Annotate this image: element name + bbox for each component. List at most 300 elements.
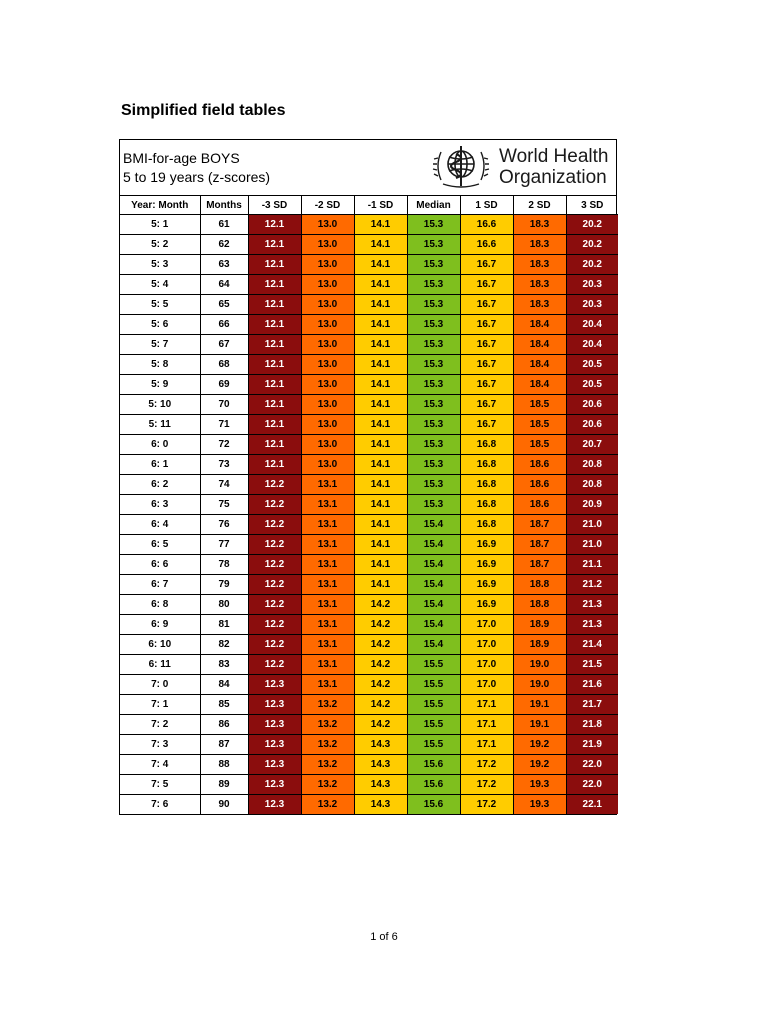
minus-2-sd-cell: 13.0 — [301, 355, 354, 375]
minus-2-sd-cell: 13.1 — [301, 495, 354, 515]
minus-1-sd-cell: 14.3 — [354, 735, 407, 755]
table-body — [120, 215, 618, 815]
minus-3-sd-cell: 12.3 — [248, 775, 301, 795]
minus-3-sd-cell: 12.3 — [248, 715, 301, 735]
who-logo-text-line2: Organization — [499, 167, 607, 188]
median-cell: 15.5 — [407, 735, 460, 755]
plus-3-sd-cell: 20.8 — [566, 475, 618, 495]
year-month-cell: 7: 6 — [120, 795, 200, 815]
plus-2-sd-cell: 19.2 — [513, 755, 566, 775]
minus-1-sd-cell: 14.3 — [354, 795, 407, 815]
plus-3-sd-cell: 20.6 — [566, 395, 618, 415]
who-logo-text — [499, 146, 608, 188]
year-month-cell: 7: 5 — [120, 775, 200, 795]
year-month-cell: 6: 6 — [120, 555, 200, 575]
year-month-cell: 6: 10 — [120, 635, 200, 655]
plus-2-sd-cell: 18.9 — [513, 635, 566, 655]
minus-2-sd-cell: 13.1 — [301, 515, 354, 535]
who-logo-text-line1: World Health — [499, 146, 609, 167]
minus-1-sd-cell: 14.1 — [354, 355, 407, 375]
minus-3-sd-cell: 12.2 — [248, 655, 301, 675]
median-cell: 15.4 — [407, 615, 460, 635]
column-header-plus-1-sd: 1 SD — [460, 196, 513, 215]
plus-2-sd-cell: 18.6 — [513, 495, 566, 515]
column-header-minus-1-sd: -1 SD — [354, 196, 407, 215]
plus-3-sd-cell: 20.5 — [566, 355, 618, 375]
plus-3-sd-cell: 21.0 — [566, 515, 618, 535]
minus-3-sd-cell: 12.1 — [248, 455, 301, 475]
months-cell: 65 — [200, 295, 248, 315]
minus-1-sd-cell: 14.1 — [354, 495, 407, 515]
plus-2-sd-cell: 19.2 — [513, 735, 566, 755]
median-cell: 15.5 — [407, 695, 460, 715]
median-cell: 15.3 — [407, 455, 460, 475]
median-cell: 15.4 — [407, 535, 460, 555]
plus-3-sd-cell: 21.3 — [566, 595, 618, 615]
minus-3-sd-cell: 12.2 — [248, 635, 301, 655]
year-month-cell: 6: 11 — [120, 655, 200, 675]
plus-3-sd-cell: 21.5 — [566, 655, 618, 675]
year-month-cell: 6: 9 — [120, 615, 200, 635]
median-cell: 15.3 — [407, 315, 460, 335]
minus-1-sd-cell: 14.1 — [354, 535, 407, 555]
minus-2-sd-cell: 13.0 — [301, 335, 354, 355]
table-row — [120, 395, 618, 415]
table-title-line1: BMI-for-age BOYS — [123, 150, 240, 166]
minus-3-sd-cell: 12.2 — [248, 615, 301, 635]
who-logo — [429, 142, 615, 192]
plus-2-sd-cell: 18.3 — [513, 215, 566, 235]
minus-2-sd-cell: 13.1 — [301, 655, 354, 675]
median-cell: 15.3 — [407, 495, 460, 515]
plus-1-sd-cell: 16.8 — [460, 435, 513, 455]
median-cell: 15.3 — [407, 415, 460, 435]
table-row — [120, 495, 618, 515]
plus-2-sd-cell: 19.1 — [513, 715, 566, 735]
median-cell: 15.4 — [407, 635, 460, 655]
plus-3-sd-cell: 20.8 — [566, 455, 618, 475]
table-title — [123, 149, 270, 187]
median-cell: 15.4 — [407, 595, 460, 615]
plus-2-sd-cell: 18.3 — [513, 275, 566, 295]
median-cell: 15.3 — [407, 275, 460, 295]
table-row — [120, 735, 618, 755]
months-cell: 86 — [200, 715, 248, 735]
table-header-band — [120, 140, 616, 196]
year-month-cell: 5: 6 — [120, 315, 200, 335]
plus-1-sd-cell: 16.7 — [460, 315, 513, 335]
page-title: Simplified field tables — [121, 102, 286, 119]
minus-2-sd-cell: 13.0 — [301, 215, 354, 235]
plus-1-sd-cell: 17.2 — [460, 755, 513, 775]
minus-1-sd-cell: 14.2 — [354, 675, 407, 695]
minus-2-sd-cell: 13.0 — [301, 415, 354, 435]
minus-3-sd-cell: 12.3 — [248, 675, 301, 695]
table-row — [120, 755, 618, 775]
plus-3-sd-cell: 20.3 — [566, 275, 618, 295]
plus-3-sd-cell: 20.9 — [566, 495, 618, 515]
table-row — [120, 275, 618, 295]
median-cell: 15.6 — [407, 775, 460, 795]
months-cell: 66 — [200, 315, 248, 335]
minus-2-sd-cell: 13.0 — [301, 235, 354, 255]
minus-1-sd-cell: 14.1 — [354, 515, 407, 535]
plus-3-sd-cell: 20.2 — [566, 255, 618, 275]
minus-2-sd-cell: 13.2 — [301, 795, 354, 815]
table-row — [120, 355, 618, 375]
months-cell: 70 — [200, 395, 248, 415]
table-row — [120, 315, 618, 335]
plus-1-sd-cell: 17.1 — [460, 735, 513, 755]
year-month-cell: 6: 1 — [120, 455, 200, 475]
median-cell: 15.3 — [407, 235, 460, 255]
plus-3-sd-cell: 21.6 — [566, 675, 618, 695]
minus-3-sd-cell: 12.2 — [248, 475, 301, 495]
year-month-cell: 5: 4 — [120, 275, 200, 295]
plus-2-sd-cell: 18.5 — [513, 435, 566, 455]
table-row — [120, 615, 618, 635]
months-cell: 68 — [200, 355, 248, 375]
year-month-cell: 5: 7 — [120, 335, 200, 355]
median-cell: 15.3 — [407, 295, 460, 315]
plus-3-sd-cell: 22.0 — [566, 755, 618, 775]
plus-2-sd-cell: 18.4 — [513, 355, 566, 375]
plus-3-sd-cell: 21.7 — [566, 695, 618, 715]
minus-2-sd-cell: 13.0 — [301, 315, 354, 335]
column-header-months: Months — [200, 196, 248, 215]
minus-3-sd-cell: 12.2 — [248, 515, 301, 535]
plus-1-sd-cell: 17.0 — [460, 675, 513, 695]
table-row — [120, 595, 618, 615]
minus-1-sd-cell: 14.1 — [354, 455, 407, 475]
table-header-row — [120, 196, 618, 215]
plus-3-sd-cell: 21.1 — [566, 555, 618, 575]
plus-1-sd-cell: 16.9 — [460, 595, 513, 615]
plus-2-sd-cell: 18.9 — [513, 615, 566, 635]
year-month-cell: 7: 0 — [120, 675, 200, 695]
minus-1-sd-cell: 14.2 — [354, 695, 407, 715]
months-cell: 74 — [200, 475, 248, 495]
minus-1-sd-cell: 14.1 — [354, 275, 407, 295]
table-row — [120, 215, 618, 235]
table-row — [120, 575, 618, 595]
minus-3-sd-cell: 12.1 — [248, 435, 301, 455]
median-cell: 15.4 — [407, 515, 460, 535]
minus-2-sd-cell: 13.1 — [301, 555, 354, 575]
year-month-cell: 6: 8 — [120, 595, 200, 615]
year-month-cell: 7: 2 — [120, 715, 200, 735]
plus-2-sd-cell: 18.4 — [513, 315, 566, 335]
plus-2-sd-cell: 19.0 — [513, 655, 566, 675]
minus-3-sd-cell: 12.1 — [248, 395, 301, 415]
median-cell: 15.3 — [407, 255, 460, 275]
year-month-cell: 5: 1 — [120, 215, 200, 235]
plus-1-sd-cell: 16.7 — [460, 335, 513, 355]
minus-1-sd-cell: 14.3 — [354, 775, 407, 795]
plus-3-sd-cell: 20.3 — [566, 295, 618, 315]
minus-1-sd-cell: 14.1 — [354, 555, 407, 575]
minus-1-sd-cell: 14.3 — [354, 755, 407, 775]
minus-2-sd-cell: 13.0 — [301, 395, 354, 415]
table-row — [120, 675, 618, 695]
plus-3-sd-cell: 20.6 — [566, 415, 618, 435]
minus-3-sd-cell: 12.2 — [248, 495, 301, 515]
median-cell: 15.3 — [407, 215, 460, 235]
median-cell: 15.5 — [407, 715, 460, 735]
minus-1-sd-cell: 14.2 — [354, 715, 407, 735]
median-cell: 15.5 — [407, 675, 460, 695]
minus-3-sd-cell: 12.3 — [248, 755, 301, 775]
minus-1-sd-cell: 14.1 — [354, 255, 407, 275]
minus-2-sd-cell: 13.1 — [301, 535, 354, 555]
plus-3-sd-cell: 21.9 — [566, 735, 618, 755]
year-month-cell: 5: 5 — [120, 295, 200, 315]
plus-2-sd-cell: 18.3 — [513, 255, 566, 275]
minus-1-sd-cell: 14.1 — [354, 215, 407, 235]
minus-2-sd-cell: 13.1 — [301, 475, 354, 495]
year-month-cell: 7: 3 — [120, 735, 200, 755]
year-month-cell: 5: 9 — [120, 375, 200, 395]
plus-1-sd-cell: 16.6 — [460, 215, 513, 235]
median-cell: 15.6 — [407, 795, 460, 815]
plus-1-sd-cell: 16.7 — [460, 275, 513, 295]
minus-3-sd-cell: 12.2 — [248, 595, 301, 615]
table-row — [120, 775, 618, 795]
table-row — [120, 795, 618, 815]
minus-1-sd-cell: 14.2 — [354, 635, 407, 655]
table-row — [120, 295, 618, 315]
bmi-table-container — [119, 139, 617, 815]
minus-2-sd-cell: 13.2 — [301, 715, 354, 735]
minus-3-sd-cell: 12.1 — [248, 355, 301, 375]
year-month-cell: 6: 4 — [120, 515, 200, 535]
table-row — [120, 555, 618, 575]
plus-3-sd-cell: 20.4 — [566, 335, 618, 355]
minus-3-sd-cell: 12.1 — [248, 255, 301, 275]
months-cell: 62 — [200, 235, 248, 255]
minus-1-sd-cell: 14.1 — [354, 475, 407, 495]
minus-1-sd-cell: 14.1 — [354, 575, 407, 595]
plus-2-sd-cell: 18.7 — [513, 515, 566, 535]
months-cell: 80 — [200, 595, 248, 615]
plus-3-sd-cell: 22.1 — [566, 795, 618, 815]
median-cell: 15.3 — [407, 395, 460, 415]
minus-2-sd-cell: 13.0 — [301, 255, 354, 275]
months-cell: 82 — [200, 635, 248, 655]
months-cell: 90 — [200, 795, 248, 815]
median-cell: 15.3 — [407, 375, 460, 395]
plus-3-sd-cell: 21.2 — [566, 575, 618, 595]
minus-2-sd-cell: 13.2 — [301, 775, 354, 795]
plus-1-sd-cell: 17.1 — [460, 695, 513, 715]
plus-1-sd-cell: 16.8 — [460, 515, 513, 535]
column-header-plus-2-sd: 2 SD — [513, 196, 566, 215]
plus-2-sd-cell: 19.3 — [513, 795, 566, 815]
minus-1-sd-cell: 14.1 — [354, 395, 407, 415]
plus-2-sd-cell: 18.5 — [513, 395, 566, 415]
months-cell: 63 — [200, 255, 248, 275]
plus-3-sd-cell: 21.8 — [566, 715, 618, 735]
months-cell: 89 — [200, 775, 248, 795]
plus-3-sd-cell: 20.2 — [566, 235, 618, 255]
table-row — [120, 515, 618, 535]
table-row — [120, 475, 618, 495]
plus-1-sd-cell: 16.7 — [460, 295, 513, 315]
table-row — [120, 535, 618, 555]
plus-3-sd-cell: 21.0 — [566, 535, 618, 555]
months-cell: 84 — [200, 675, 248, 695]
median-cell: 15.5 — [407, 655, 460, 675]
plus-3-sd-cell: 22.0 — [566, 775, 618, 795]
minus-1-sd-cell: 14.1 — [354, 235, 407, 255]
table-row — [120, 415, 618, 435]
plus-2-sd-cell: 18.6 — [513, 475, 566, 495]
plus-2-sd-cell: 19.1 — [513, 695, 566, 715]
bmi-table — [120, 196, 618, 814]
table-row — [120, 695, 618, 715]
minus-3-sd-cell: 12.1 — [248, 295, 301, 315]
table-title-line2: 5 to 19 years (z-scores) — [123, 169, 271, 185]
plus-2-sd-cell: 18.8 — [513, 595, 566, 615]
minus-3-sd-cell: 12.1 — [248, 415, 301, 435]
plus-2-sd-cell: 18.7 — [513, 555, 566, 575]
table-row — [120, 435, 618, 455]
months-cell: 75 — [200, 495, 248, 515]
plus-1-sd-cell: 16.8 — [460, 455, 513, 475]
median-cell: 15.4 — [407, 555, 460, 575]
plus-2-sd-cell: 19.0 — [513, 675, 566, 695]
months-cell: 61 — [200, 215, 248, 235]
minus-2-sd-cell: 13.0 — [301, 375, 354, 395]
median-cell: 15.4 — [407, 575, 460, 595]
year-month-cell: 6: 2 — [120, 475, 200, 495]
minus-2-sd-cell: 13.2 — [301, 755, 354, 775]
minus-2-sd-cell: 13.1 — [301, 675, 354, 695]
months-cell: 87 — [200, 735, 248, 755]
column-header-minus-3-sd: -3 SD — [248, 196, 301, 215]
plus-1-sd-cell: 17.2 — [460, 775, 513, 795]
months-cell: 67 — [200, 335, 248, 355]
year-month-cell: 6: 7 — [120, 575, 200, 595]
table-row — [120, 635, 618, 655]
plus-2-sd-cell: 19.3 — [513, 775, 566, 795]
year-month-cell: 7: 4 — [120, 755, 200, 775]
table-row — [120, 375, 618, 395]
table-row — [120, 655, 618, 675]
table-row — [120, 455, 618, 475]
plus-2-sd-cell: 18.4 — [513, 335, 566, 355]
months-cell: 64 — [200, 275, 248, 295]
median-cell: 15.3 — [407, 335, 460, 355]
table-row — [120, 715, 618, 735]
minus-3-sd-cell: 12.1 — [248, 375, 301, 395]
table-row — [120, 255, 618, 275]
plus-1-sd-cell: 17.2 — [460, 795, 513, 815]
months-cell: 73 — [200, 455, 248, 475]
months-cell: 83 — [200, 655, 248, 675]
plus-1-sd-cell: 16.7 — [460, 355, 513, 375]
minus-1-sd-cell: 14.1 — [354, 415, 407, 435]
minus-2-sd-cell: 13.2 — [301, 735, 354, 755]
minus-1-sd-cell: 14.1 — [354, 335, 407, 355]
minus-3-sd-cell: 12.1 — [248, 235, 301, 255]
minus-2-sd-cell: 13.1 — [301, 635, 354, 655]
months-cell: 79 — [200, 575, 248, 595]
year-month-cell: 6: 5 — [120, 535, 200, 555]
plus-1-sd-cell: 17.1 — [460, 715, 513, 735]
plus-1-sd-cell: 17.0 — [460, 615, 513, 635]
page-number: 1 of 6 — [370, 931, 398, 943]
months-cell: 85 — [200, 695, 248, 715]
plus-2-sd-cell: 18.8 — [513, 575, 566, 595]
year-month-cell: 6: 3 — [120, 495, 200, 515]
plus-3-sd-cell: 20.2 — [566, 215, 618, 235]
plus-3-sd-cell: 20.4 — [566, 315, 618, 335]
year-month-cell: 7: 1 — [120, 695, 200, 715]
plus-1-sd-cell: 16.7 — [460, 415, 513, 435]
plus-3-sd-cell: 21.4 — [566, 635, 618, 655]
table-row — [120, 335, 618, 355]
minus-1-sd-cell: 14.2 — [354, 615, 407, 635]
plus-1-sd-cell: 16.9 — [460, 555, 513, 575]
year-month-cell: 6: 0 — [120, 435, 200, 455]
minus-2-sd-cell: 13.0 — [301, 435, 354, 455]
minus-3-sd-cell: 12.3 — [248, 735, 301, 755]
plus-2-sd-cell: 18.5 — [513, 415, 566, 435]
median-cell: 15.3 — [407, 475, 460, 495]
months-cell: 81 — [200, 615, 248, 635]
months-cell: 69 — [200, 375, 248, 395]
plus-1-sd-cell: 16.7 — [460, 255, 513, 275]
plus-1-sd-cell: 17.0 — [460, 655, 513, 675]
minus-2-sd-cell: 13.0 — [301, 275, 354, 295]
minus-3-sd-cell: 12.1 — [248, 275, 301, 295]
median-cell: 15.3 — [407, 435, 460, 455]
column-header-year-month: Year: Month — [120, 196, 200, 215]
year-month-cell: 5: 10 — [120, 395, 200, 415]
plus-1-sd-cell: 17.0 — [460, 635, 513, 655]
months-cell: 88 — [200, 755, 248, 775]
months-cell: 76 — [200, 515, 248, 535]
minus-1-sd-cell: 14.2 — [354, 595, 407, 615]
minus-2-sd-cell: 13.0 — [301, 295, 354, 315]
minus-2-sd-cell: 13.0 — [301, 455, 354, 475]
minus-1-sd-cell: 14.1 — [354, 375, 407, 395]
minus-3-sd-cell: 12.2 — [248, 535, 301, 555]
minus-3-sd-cell: 12.1 — [248, 215, 301, 235]
plus-3-sd-cell: 20.7 — [566, 435, 618, 455]
column-header-median: Median — [407, 196, 460, 215]
year-month-cell: 5: 8 — [120, 355, 200, 375]
minus-3-sd-cell: 12.1 — [248, 335, 301, 355]
year-month-cell: 5: 2 — [120, 235, 200, 255]
minus-2-sd-cell: 13.2 — [301, 695, 354, 715]
who-emblem-icon — [429, 142, 493, 192]
plus-1-sd-cell: 16.8 — [460, 475, 513, 495]
minus-1-sd-cell: 14.1 — [354, 435, 407, 455]
plus-2-sd-cell: 18.7 — [513, 535, 566, 555]
year-month-cell: 5: 3 — [120, 255, 200, 275]
column-header-plus-3-sd: 3 SD — [566, 196, 618, 215]
table-row — [120, 235, 618, 255]
minus-1-sd-cell: 14.1 — [354, 295, 407, 315]
column-header-minus-2-sd: -2 SD — [301, 196, 354, 215]
minus-1-sd-cell: 14.1 — [354, 315, 407, 335]
months-cell: 78 — [200, 555, 248, 575]
plus-1-sd-cell: 16.7 — [460, 395, 513, 415]
minus-3-sd-cell: 12.3 — [248, 795, 301, 815]
minus-3-sd-cell: 12.2 — [248, 575, 301, 595]
